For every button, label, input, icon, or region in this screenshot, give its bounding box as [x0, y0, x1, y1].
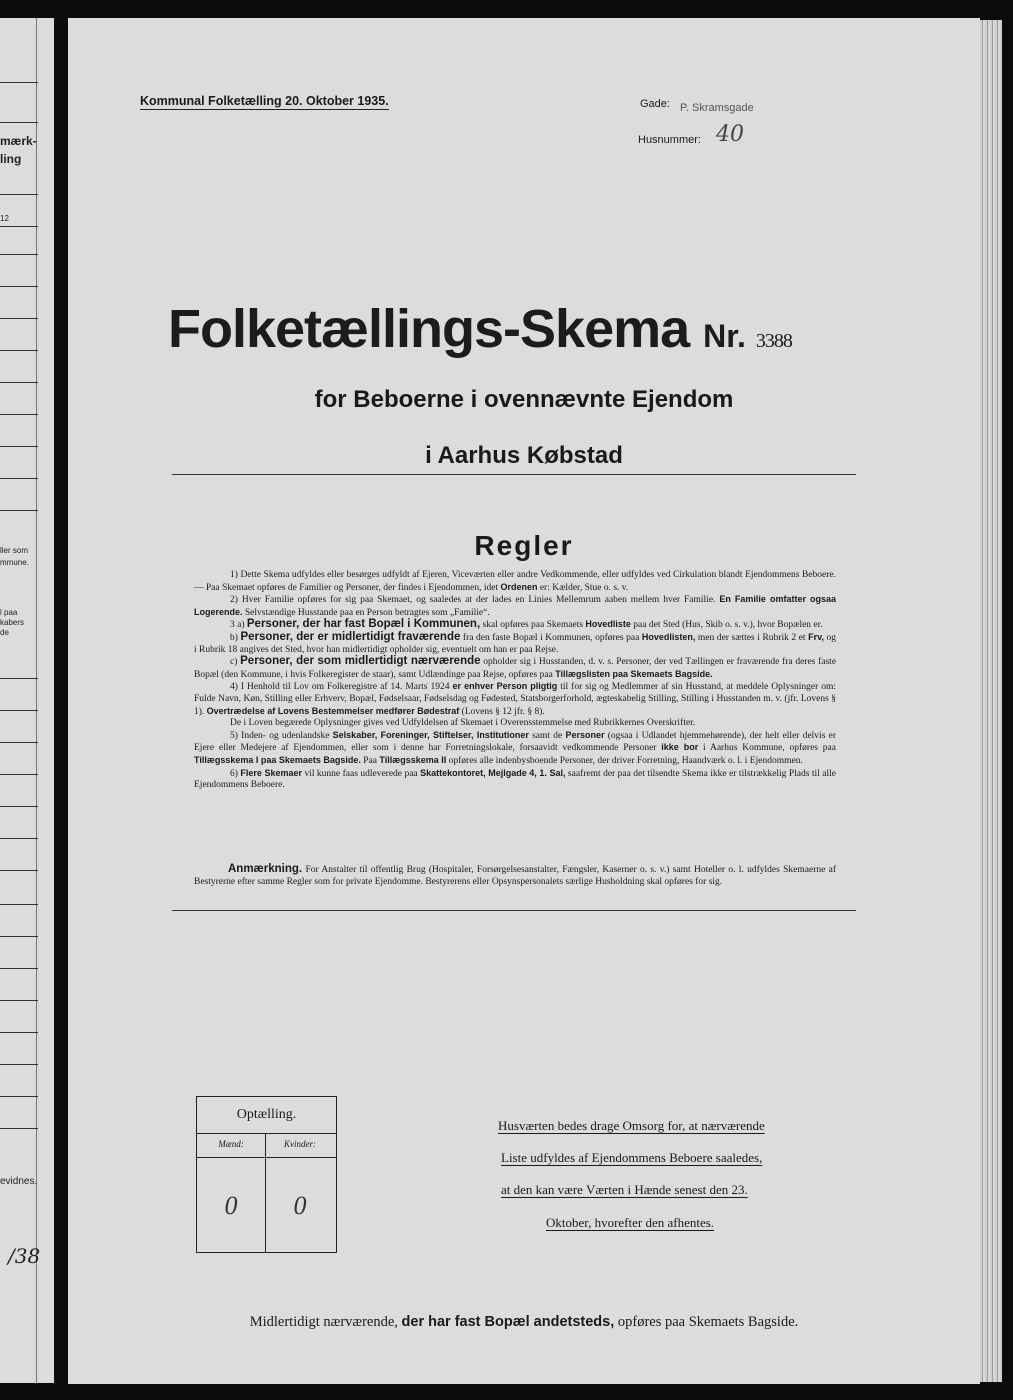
left-page-rule	[0, 414, 38, 415]
left-page-rule	[0, 382, 38, 383]
landlord-note-line: Husværten bedes drage Omsorg for, at nærværende	[498, 1118, 765, 1133]
tally-title: Optælling.	[197, 1097, 336, 1134]
footer-note: Midlertidigt nærværende, der har fast Bopæl andetsteds, opføres paa Skemaets Bagside.	[249, 1314, 799, 1330]
form-number-label: Nr.	[703, 318, 746, 354]
left-page-rule	[0, 350, 38, 351]
left-page-rule	[0, 318, 38, 319]
house-number-row	[638, 122, 744, 147]
landlord-note-line: Oktober, hvorefter den afhentes.	[546, 1215, 715, 1230]
street-label: Gade:	[640, 98, 670, 110]
left-page-rule	[0, 286, 38, 287]
left-page-rule	[0, 936, 38, 937]
annotation	[194, 864, 836, 888]
left-page-fragment: mmune.	[0, 558, 29, 567]
left-page-rule	[0, 710, 38, 711]
left-page-rule	[0, 478, 38, 479]
form-subtitle-town: i Aarhus Købstad	[425, 442, 623, 469]
rule-3a: 3 a) Personer, der har fast Bopæl i Kommunen, skal opføres paa Skemaets Hovedliste paa det Sted (Hus, Skib o. s. v.), hvor Bopælen er.	[230, 618, 823, 631]
census-form-page	[68, 18, 980, 1384]
left-page-rule	[0, 122, 38, 123]
form-number: 3388	[755, 330, 792, 352]
street-row	[640, 96, 754, 114]
tally-header-line	[197, 1157, 336, 1158]
left-page-rule	[0, 806, 38, 807]
rule-4: 4) I Henhold til Lov om Folkeregistre af 14. Marts 1924 er enhver Person pligtig til for sig og Medlemmer af sin Husstand, at meddele Oplysninger om: Fulde Navn, Køn, Stilling eller Erhverv, Bopæl, Fødselsaar, Fødselsdag og Fødested, Statsborgerforhold, ægteskabelig Stilling, Stilling i Husstanden m. v. (jfr. Lovens § 1). Overtrædelse af Lovens Bestemmelser medfører Bødestraf (Lovens § 12 jfr. § 8).	[194, 681, 837, 717]
left-page-rule	[0, 254, 38, 255]
landlord-note-line: Liste udfyldes af Ejendommens Beboere saaledes,	[501, 1150, 763, 1165]
divider	[172, 474, 856, 475]
left-page-strip	[0, 18, 54, 1383]
rule-6: 6) Flere Skemaer vil kunne faas udleverede paa Skattekontoret, Mejlgade 4, 1. Sal, saafremt der paa det tilsendte Skema ikke er tilstrækkelig Plads til alle Ejendommens Beboere.	[194, 767, 837, 791]
left-page-fragment: kabers	[0, 618, 25, 627]
form-subtitle: for Beboerne i ovennævnte Ejendom	[314, 386, 734, 413]
census-title: Kommunal Folketælling 20. Oktober 1935.	[140, 94, 389, 108]
left-page-fragment: ller som	[0, 546, 29, 555]
divider	[172, 910, 856, 911]
left-page-rule	[0, 904, 38, 905]
rule-2: 2) Hver Familie opføres for sig paa Skemaet, og saaledes at der lades en Linies Mellemrum aaben mellem hver Familie. En Familie omfatter ogsaa Logerende. Selvstændige Husstande paa en Person betragtes som „Familie“.	[194, 594, 836, 618]
rule-1: 1) Dette Skema udfyldes eller besørges udfyldt af Ejeren, Viceværten eller andre Vedkommende, eller udfyldes ved Cirkulation blandt Ejendommens Beboere. — Paa Skemaet opføres de Familier og Personer, der findes i Ejendommen, idet Ordenen er: Kælder, Stue o. s. v.	[194, 570, 836, 593]
men-count: 0	[224, 1191, 238, 1220]
page-edges	[980, 20, 1002, 1382]
left-page-fragment: l paa	[0, 608, 18, 617]
women-label: Kvinder:	[284, 1139, 316, 1149]
left-page-rule	[0, 446, 38, 447]
left-page-rule	[0, 1064, 38, 1065]
left-page-rule	[0, 194, 38, 195]
annotation-text: For Anstalter til offentlig Brug (Hospitaler, Forsørgelsesanstalter, Fængsler, Kaserner o. s. v.) samt Hoteller o. l. udfyldes Skemaerne af Bestyrerne efter samme Regler som for private Ejendomme. Bestyrerens eller Opsynspersonalets særlige Husholdning skal opføres for sig.	[194, 865, 837, 887]
rule-3c: c) Personer, der som midlertidigt nærværende opholder sig i Husstanden, d. v. s. Personer, der ved Tællingen er fraværende fra deres faste Bopæl (den Kommune, i hvis Folkeregister de staar), samt Udlændinge paa Rejse, opføres paa Tillægslisten paa Skemaets Bagside.	[194, 655, 837, 680]
left-page-fragment: de	[0, 628, 9, 637]
left-page-rule	[0, 82, 38, 83]
left-page-rule	[0, 1000, 38, 1001]
annotation-label: Anmærkning.	[228, 863, 303, 875]
left-page-fragment: 12	[0, 214, 9, 223]
rules-heading: Regler	[474, 530, 574, 561]
form-title	[168, 298, 888, 360]
landlord-note-line: at den kan være Værten i Hænde senest den 23.	[501, 1182, 748, 1197]
tally-box	[196, 1096, 337, 1253]
house-number-value: 40	[716, 122, 744, 147]
left-page-rule	[0, 510, 38, 511]
left-page-fragment: mærk-	[0, 134, 37, 148]
rule-4-note: De i Loven begærede Oplysninger gives ved Udfyldelsen af Skemaet i Overensstemmelse med Rubrikkernes Overskrifter.	[230, 718, 696, 729]
left-page-rule	[0, 1096, 38, 1097]
left-page-rule	[0, 678, 38, 679]
left-page-rule	[0, 968, 38, 969]
rule-5: 5) Inden- og udenlandske Selskaber, Foreninger, Stiftelser, Institutioner samt de Personer (ogsaa i Udlandet hjemmehørende), der helt eller delvis er Ejere eller Medejere af Ejendommen, eller som i denne har Forretningslokale, forsaavidt vedkommende Personer ikke bor i Aarhus Kommune, opføres paa Tillægsskema I paa Skemaets Bagside. Paa Tillægsskema II opføres alle indenbysboende Personer, der driver Forretning, Haandværk o. l. i Ejendommen.	[194, 729, 837, 766]
left-page-rule	[0, 838, 38, 839]
left-page-rule	[0, 1032, 38, 1033]
women-count: 0	[293, 1191, 307, 1220]
left-page-rule	[0, 226, 38, 227]
left-page-rule	[0, 1128, 38, 1129]
rules-text	[194, 570, 836, 792]
form-title-main: Folketællings-Skema	[168, 299, 690, 359]
left-page-rule	[0, 742, 38, 743]
left-page-fragment: ling	[0, 152, 22, 166]
left-page-rule	[0, 870, 38, 871]
rule-3b: b) Personer, der er midlertidigt fraværende fra den faste Bopæl i Kommunen, opføres paa Hovedlisten, men der sættes i Rubrik 2 et Frv, og i Rubrik 18 angives det Sted, hvor han midlertidigt opholder sig, eventuelt om han er paa Rejse.	[194, 630, 836, 655]
left-page-handwriting: /38	[8, 1244, 41, 1268]
house-number-label: Husnummer:	[638, 134, 701, 146]
men-label: Mænd:	[218, 1139, 244, 1149]
left-page-rule	[0, 774, 38, 775]
left-page-fragment: evidnes.	[0, 1176, 38, 1187]
street-value: P. Skramsgade	[680, 102, 754, 114]
